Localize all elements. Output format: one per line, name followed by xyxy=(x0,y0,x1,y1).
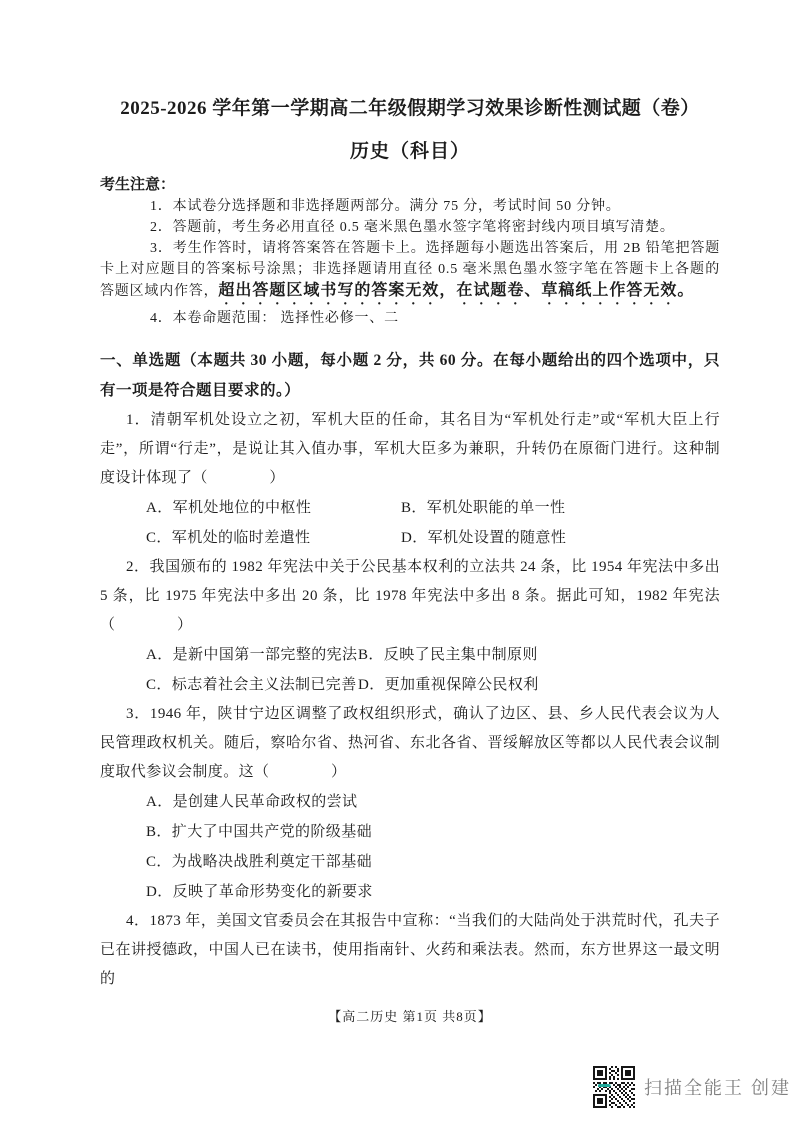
option-a: A．是创建人民革命政权的尝试 xyxy=(146,794,358,810)
page-subtitle: 历史（科目） xyxy=(349,141,470,162)
notice-item-1: 1．本试卷分选择题和非选择题两部分。满分 75 分，考试时间 50 分钟。 xyxy=(150,199,621,214)
option-b: B．军机处职能的单一性 xyxy=(401,500,566,516)
notice-section xyxy=(100,174,720,329)
notice-item-3 xyxy=(100,238,720,308)
page-title: 2025-2026 学年第一学期高二年级假期学习效果诊断性测试题（卷） xyxy=(120,98,700,119)
question-3 xyxy=(100,700,720,907)
question-stem: 2．我国颁布的 1982 年宪法中关于公民基本权利的立法共 24 条，比 1954 年宪法中多出 5 条，比 1975 年宪法中多出 20 条，比 1978 年宪法中多出 8 条。据此可知，1982 年宪法（ ） xyxy=(100,559,720,633)
question-4 xyxy=(100,907,720,994)
question-stem: 4．1873 年，美国文官委员会在其报告中宣称：“当我们的大陆尚处于洪荒时代，孔夫子已在讲授德政，中国人已在读书，使用指南针、火药和乘法表。然而，东方世界这一最文明的 xyxy=(100,913,720,987)
section-heading: 一、单选题（本题共 30 小题，每小题 2 分，共 60 分。在每小题给出的四个选项中，只有一项是符合题目要求的。） xyxy=(100,352,720,399)
scanner-watermark xyxy=(593,1066,791,1108)
option-b: B．反映了民主集中制原则 xyxy=(358,647,538,663)
option-a: A．军机处地位的中枢性 xyxy=(146,500,312,516)
notice-item-3-bold: 超出答题区域书写的答案无效，在试题卷、草稿纸上作答无效。 xyxy=(218,282,695,299)
option-c: C．标志着社会主义法制已完善 xyxy=(146,677,357,693)
page-content xyxy=(100,0,720,1025)
option-a: A．是新中国第一部完整的宪法 xyxy=(146,647,358,663)
question-options xyxy=(100,493,720,553)
option-d: D．更加重视保障公民权利 xyxy=(358,677,539,693)
option-d: D．军机处设置的随意性 xyxy=(401,530,567,546)
option-c: C．军机处的临时差遣性 xyxy=(146,530,311,546)
question-stem: 1．清朝军机处设立之初，军机大臣的任命，其名目为“军机处行走”或“军机大臣上行走”，所谓“行走”，是说让其入值办事，军机大臣多为兼职，升转仍在原衙门进行。这种制度设计体现了（ ） xyxy=(100,412,720,486)
option-c: C．为战略决战胜利奠定干部基础 xyxy=(146,854,373,870)
notice-item-2: 2．答题前，考生务必用直径 0.5 毫米黑色墨水签字笔将密封线内项目填写清楚。 xyxy=(150,220,675,235)
watermark-label: 扫描全能王 创建 xyxy=(644,1078,792,1098)
question-2 xyxy=(100,553,720,700)
question-stem: 3．1946 年，陕甘宁边区调整了政权组织形式，确认了边区、县、乡人民代表会议为人民管理政权机关。随后，察哈尔省、热河省、东北各省、晋绥解放区等都以人民代表会议制度取代参议会制度。这（ ） xyxy=(100,706,720,780)
notice-item-3-normal: 3．考生作答时，请将答案答在答题卡上。选择题每小题选出答案后，用 2B 铅笔把答题卡上对应题目的答案标号涂黑；非选择题请用直径 0.5 毫米黑色墨水签字笔在答题卡上各题的答题区域内作答， xyxy=(100,241,720,299)
question-options xyxy=(100,640,720,700)
notice-item-4: 4．本卷命题范围： 选择性必修一、二 xyxy=(150,311,399,326)
option-d: D．反映了革命形势变化的新要求 xyxy=(146,884,373,900)
qr-code-icon xyxy=(593,1066,635,1108)
notice-heading: 考生注意： xyxy=(100,177,176,193)
question-options xyxy=(100,787,720,907)
option-b: B．扩大了中国共产党的阶级基础 xyxy=(146,824,373,840)
page-footer: 【高二历史 第1页 共8页】 xyxy=(328,1009,492,1024)
question-1 xyxy=(100,406,720,553)
